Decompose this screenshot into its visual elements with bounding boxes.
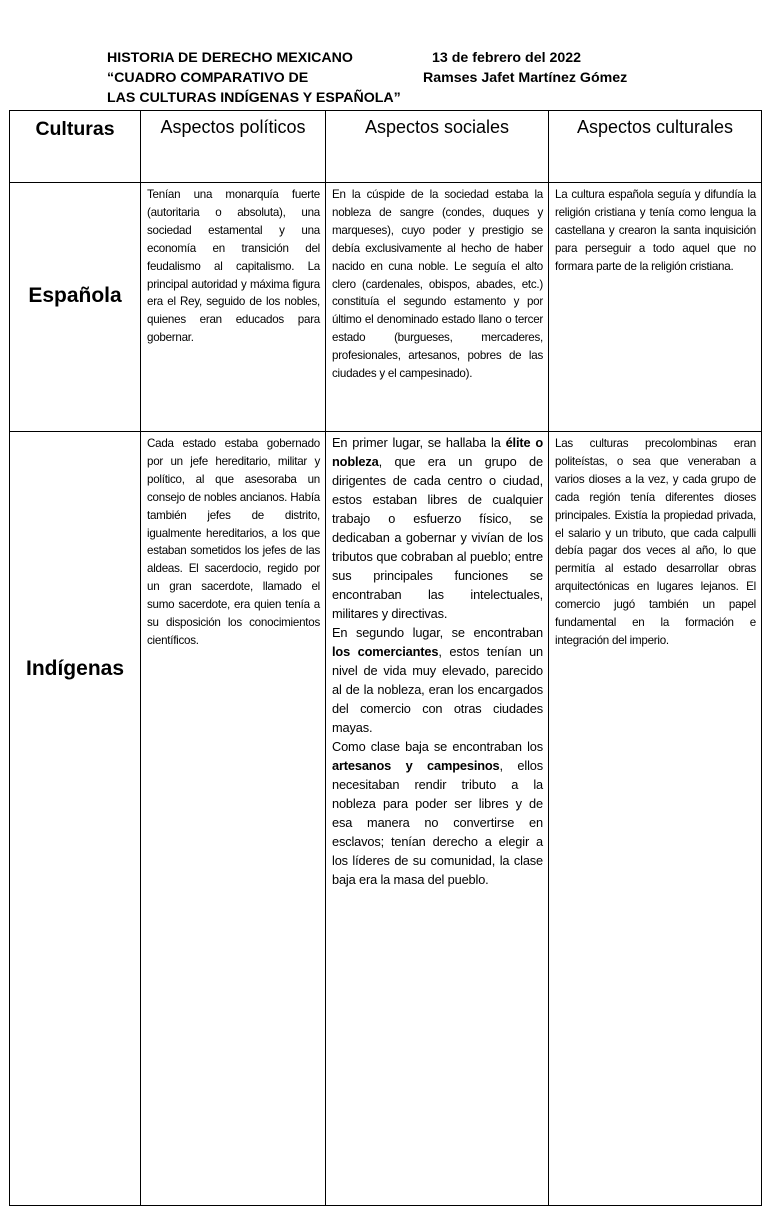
sociales-paragraph-comerciantes (332, 623, 543, 737)
cell-espanola-culturales: La cultura española seguía y difundía la religión cristiana y tenía como lengua la castellana y crearon la santa inquisición para perseguir a todo aquel que no formara parte de la religión cristiana. (549, 183, 762, 432)
text: En segundo lugar, se encontraban (332, 625, 543, 640)
header-line-1 (107, 48, 707, 68)
table-row-espanola (10, 183, 762, 432)
header-line-2 (107, 68, 707, 88)
document-date: 13 de febrero del 2022 (432, 50, 582, 66)
text: , ellos necesitaban rendir tributo a la nobleza para poder ser libres y de esa manera no convertirse en esclavos; tenían derecho a elegir a los líderes de su comunidad, la clase baja era la masa del pueblo. (332, 758, 543, 887)
text: , estos tenían un nivel de vida muy elevado, parecido al de la nobleza, eran los encargados del comercio con otras ciudades mayas. (332, 644, 544, 735)
comparison-table (9, 110, 762, 1206)
header-aspectos-politicos: Aspectos políticos (141, 111, 326, 183)
header-line-3 (107, 88, 707, 108)
text: , que era un grupo de dirigentes de cada centro o ciudad, estos estaban libres de cualquier trabajo o esfuerzo físico, se dedicaban a gobernar y vivían de los tributos que cobraban al pueblo; entre sus principales funciones se encontraban las intelectuales, militares y directivas. (332, 454, 543, 621)
cell-espanola-politicos: Tenían una monarquía fuerte (autoritaria o absoluta), una sociedad estamental y una economía en transición del feudalismo al capitalismo. La principal autoridad y máxima figura era el Rey, seguido de los nobles, quienes eran educados para gobernar. (141, 183, 326, 432)
cell-espanola-sociales: En la cúspide de la sociedad estaba la nobleza de sangre (condes, duques y marqueses), cuyo poder y prestigio se debía exclusivamente al hecho de haber nacido en cuna noble. Le seguía el alto clero (cardenales, obispos, abades, etc.) constituía el segundo estamento y por último el denominado estado llano o tercer estado (burgueses, mercaderes, profesionales, artesanos, pobres de las ciudades y el campesinado). (326, 183, 549, 432)
table-row-indigenas (10, 432, 762, 1206)
header-aspectos-culturales: Aspectos culturales (549, 111, 762, 183)
row-label-espanola: Española (10, 183, 141, 432)
bold-term-elite: élite o nobleza (332, 435, 543, 469)
cell-indigenas-politicos: Cada estado estaba gobernado por un jefe hereditario, militar y político, al que asesoraba un consejo de nobles ancianos. Había también jefes de distrito, igualmente hereditarios, a los que estaban sometidos los jefes de las aldeas. El sacerdocio, regido por un gran sacerdote, llamado el sumo sacerdote, era quien tenía a su disposición los conocimientos científicos. (141, 432, 326, 1206)
header-aspectos-sociales: Aspectos sociales (326, 111, 549, 183)
document-header (107, 48, 707, 108)
document-title-line-1: “CUADRO COMPARATIVO DE (107, 70, 309, 86)
cell-indigenas-sociales (326, 432, 549, 1206)
author-name: Ramses Jafet Martínez Gómez (423, 70, 628, 86)
bold-term-artesanos: artesanos y campesinos (332, 758, 500, 773)
table-header-row (10, 111, 762, 183)
header-culturas: Culturas (10, 111, 141, 183)
document-title-line-2: LAS CULTURAS INDÍGENAS Y ESPAÑOLA” (107, 90, 401, 106)
course-title: HISTORIA DE DERECHO MEXICANO (107, 50, 353, 66)
text: Como clase baja se encontraban los (332, 739, 543, 754)
bold-term-comerciantes: los comerciantes (332, 644, 439, 659)
row-label-indigenas: Indígenas (10, 432, 141, 1206)
cell-indigenas-culturales: Las culturas precolombinas eran politeístas, o sea que veneraban a varios dioses a la vez, y cada grupo de cada región tenía diferentes dioses principales. Existía la propiedad privada, el salario y un tributo, que cada calpulli debía pagar dos veces al año, lo que permitía al estado desarrollar obras arquitectónicas en lugares lejanos. El comercio jugó también un papel fundamental en la formación e integración del imperio. (549, 432, 762, 1206)
text: En primer lugar, se hallaba la (332, 435, 506, 450)
sociales-paragraph-clase-baja (332, 737, 543, 889)
sociales-paragraph-nobleza (332, 433, 543, 623)
